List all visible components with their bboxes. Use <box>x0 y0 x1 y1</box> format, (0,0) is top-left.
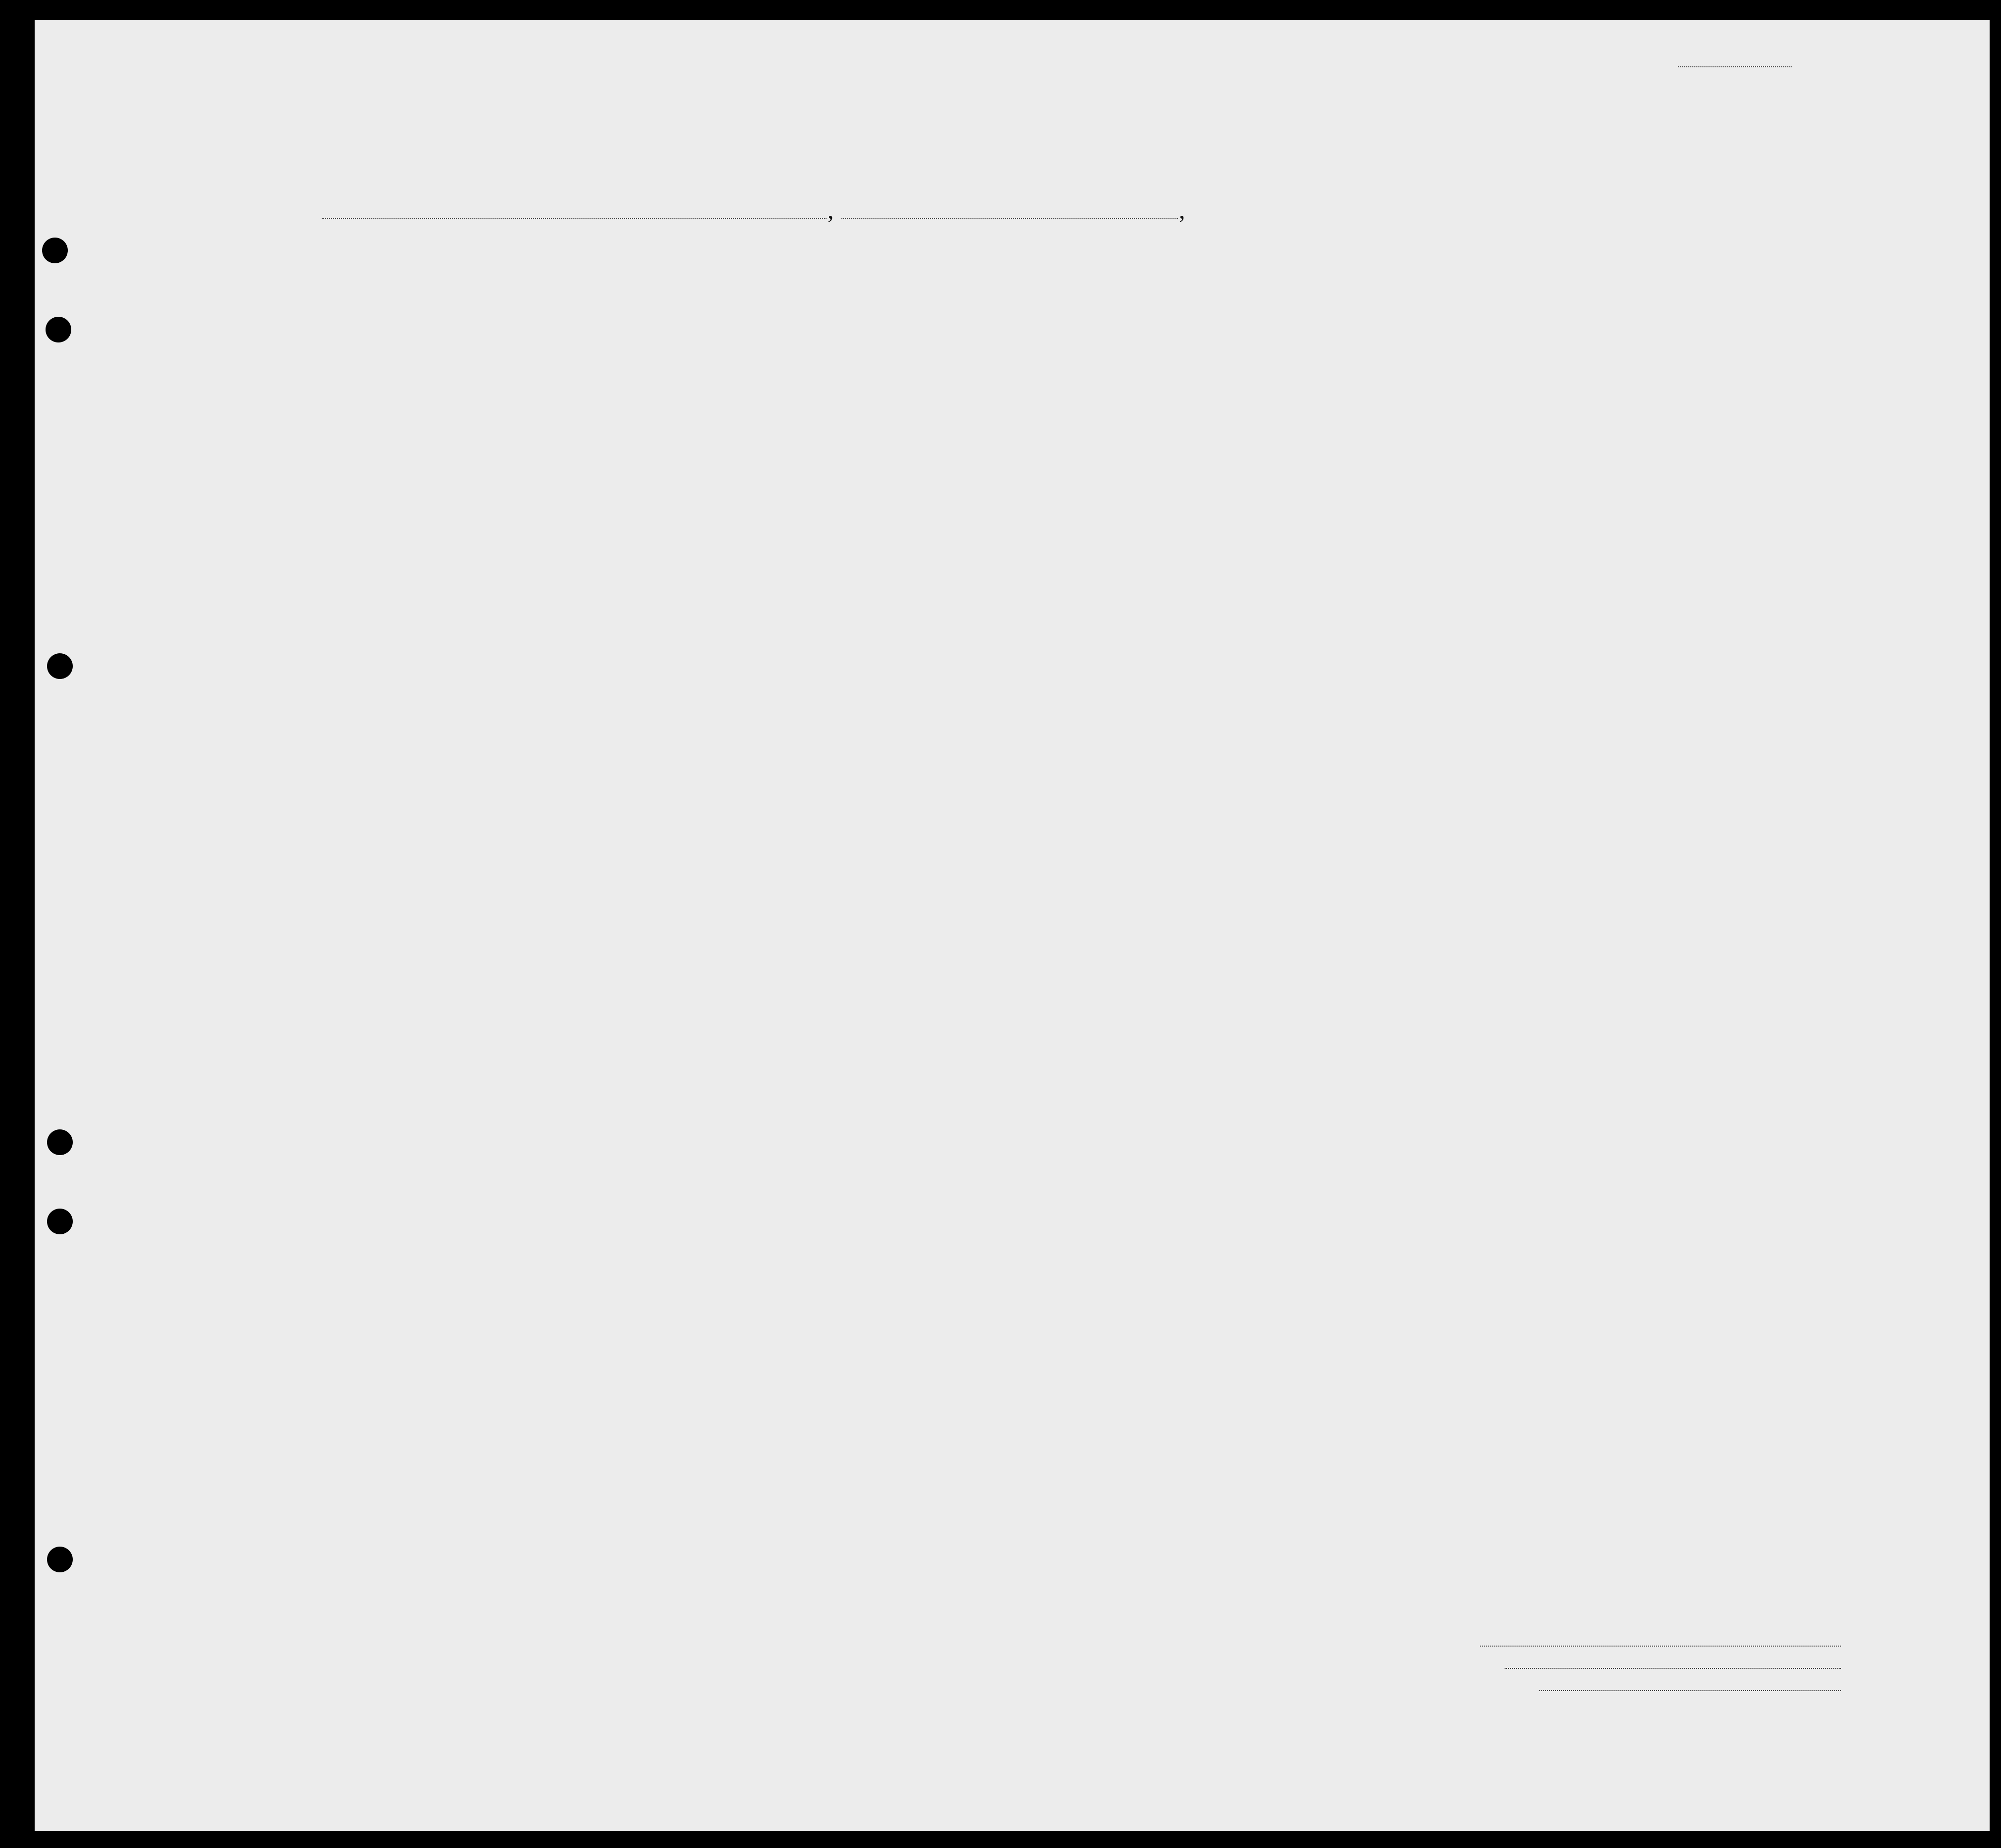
header-feet <box>1623 364 1634 393</box>
header-labor-offer <box>1411 275 1438 418</box>
header-excluded <box>1449 275 1464 418</box>
header-deported <box>1475 275 1490 418</box>
header-anarchist <box>1333 275 1348 418</box>
header-ticket <box>557 282 577 411</box>
header-purpose-citizen <box>1218 304 1240 416</box>
header-purpose-return <box>1149 304 1176 416</box>
header-purpose-length <box>1185 304 1208 416</box>
header-money <box>685 277 705 411</box>
header-inches <box>1647 356 1658 396</box>
header-polygamist <box>1307 275 1321 418</box>
header-overthrow <box>1356 275 1393 418</box>
header-prison <box>1260 275 1289 418</box>
